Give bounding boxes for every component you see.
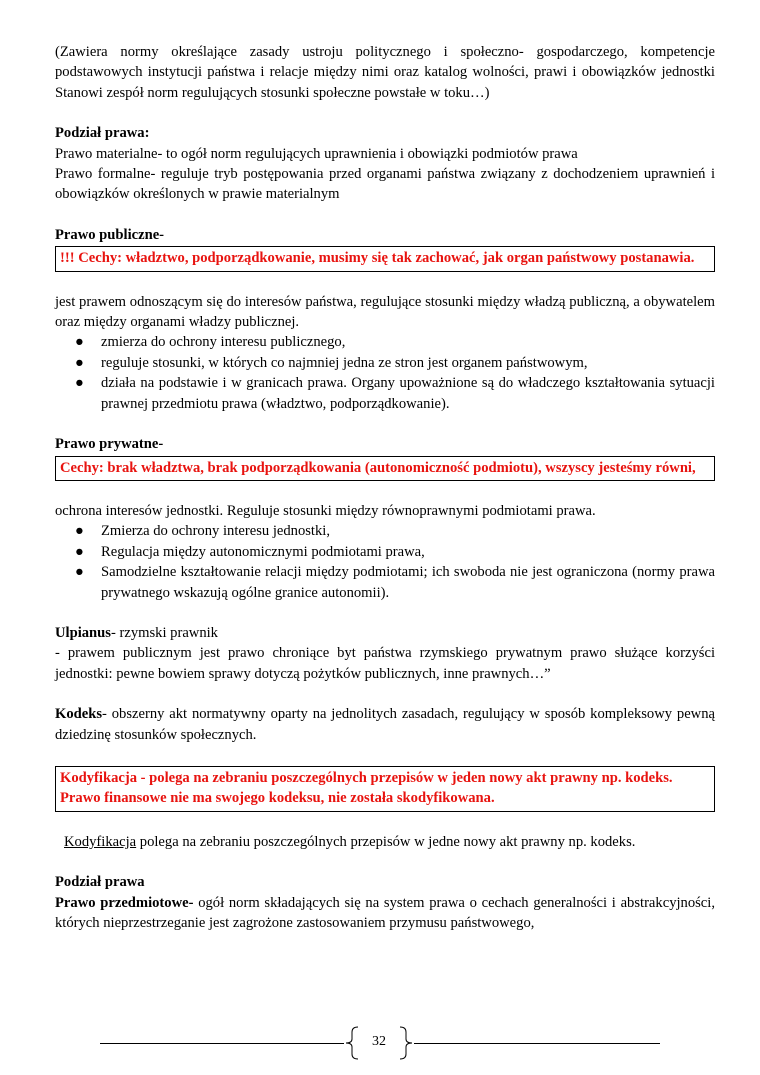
highlight-kodyfikacja-line2: Prawo finansowe nie ma swojego kodeksu, nie została skodyfikowana. [60,790,495,807]
highlight-text-publiczne: !!! Cechy: władztwo, podporządkowanie, musimy się tak zachować, jak organ państwowy postanawia. [60,250,695,267]
ulpianus-quote: - prawem publicznym jest prawo chroniące byt państwa rzymskiego prywatnym prawo służące korzyści jednostki: pewne bowiem sprawy dotyczą pożytków publicznych, inne prawnych…” [55,645,715,682]
highlight-box-kodyfikacja [55,766,715,812]
bullet-icon: ● [75,375,84,392]
list-item: ● Zmierza do ochrony interesu jednostki, [55,521,715,541]
page-footer [100,1026,660,1060]
list-item: ● działa na podstawie i w granicach prawa. Organy upoważnione są do władczego kształtowania sytuacji prawnej przedmiotu prawa (władztwo, podporządkowanie). [75,375,715,412]
section-heading-publiczne: Prawo publiczne- [55,226,165,243]
footer-rule-right [414,1043,660,1044]
section-heading-podzial-2: Podział prawa [55,874,145,891]
prawo-przedmiotowe-term: Prawo przedmiotowe- [55,894,194,911]
list-item: ● zmierza do ochrony interesu publicznego, [55,332,715,352]
section-heading-podzial: Podział prawa: [55,125,150,142]
ulpianus-line [55,623,715,643]
bullet-list-prywatne [55,521,715,603]
highlight-box-prywatne [55,456,715,481]
kodeks-definition: Kodeks- obszerny akt normatywny oparty na jednolitych zasadach, regulujący w sposób kompleksowy pewną dziedzinę stosunków społecznych. [55,706,715,743]
list-item: ● Samodzielne kształtowanie relacji między podmiotami; ich swoboda nie jest ograniczona (normy prawa prywatnego wskazują ogólne granice autonomii). [75,564,715,601]
document-body [55,42,715,933]
bullet-list-publiczne [55,332,715,414]
prawo-przedmiotowe-definition: Prawo przedmiotowe- ogół norm składających się na system prawa o cechach generalności i abstrakcyjności, których nieprzestrzeganie jest zagrożone zastosowaniem przymusu państwowego, [55,894,715,931]
kodyfikacja-definition: Kodyfikacja polega na zebraniu poszczególnych przepisów w jedne nowy akt prawny np. kodeks. [64,833,636,850]
ulpianus-name: Ulpianus [55,624,111,641]
list-item: ● Regulacja między autonomicznymi podmiotami prawa, [55,542,715,562]
kodeks-term: Kodeks [55,706,103,723]
bullet-icon: ● [75,523,84,540]
highlight-box-publiczne [55,246,715,271]
highlight-text-prywatne: Cechy: brak władztwa, brak podporządkowania (autonomiczność podmiotu), wszyscy jesteśmy równi, [60,459,696,476]
section-heading-prywatne: Prawo prywatne- [55,436,164,453]
bullet-icon: ● [75,564,84,581]
kodyfikacja-term: Kodyfikacja [64,833,137,850]
highlight-kodyfikacja-line1: Kodyfikacja - polega na zebraniu poszczególnych przepisów w jeden nowy akt prawny np. kodeks. [60,769,673,786]
list-item: ● reguluje stosunki, w których co najmniej jedna ze stron jest organem państwowym, [55,353,715,373]
paragraph-prywatne: ochrona interesów jednostki. Reguluje stosunki między równoprawnymi podmiotami prawa. [55,502,596,519]
bullet-icon: ● [75,543,84,560]
paragraph-prawo-materialne: Prawo materialne- to ogół norm regulujących uprawnienia i obowiązki podmiotów prawa [55,145,578,162]
bullet-icon: ● [75,354,84,371]
ulpianus-role: - rzymski prawnik [110,624,218,641]
intro-paragraph: (Zawiera normy określające zasady ustroju politycznego i społeczno- gospodarczego, kompetencje podstawowych instytucji państwa i relacje między nimi oraz katalog wolności, prawi i obowiązków jednostki Stanowi zespół norm regulujących stosunki społeczne powstałe w toku…) [55,44,715,101]
bullet-icon: ● [75,334,84,351]
page-number: 32 [372,1034,386,1049]
paragraph-publiczne: jest prawem odnoszącym się do interesów państwa, regulujące stosunki między władzą publiczną, a obywatelem oraz między organami władzy publicznej. [55,293,715,331]
footer-rule-left [100,1043,344,1044]
paragraph-prawo-formalne: Prawo formalne- reguluje tryb postępowania przed organami państwa związany z dochodzeniem uprawnień i obowiązków określonych w prawie materialnym [55,166,715,203]
